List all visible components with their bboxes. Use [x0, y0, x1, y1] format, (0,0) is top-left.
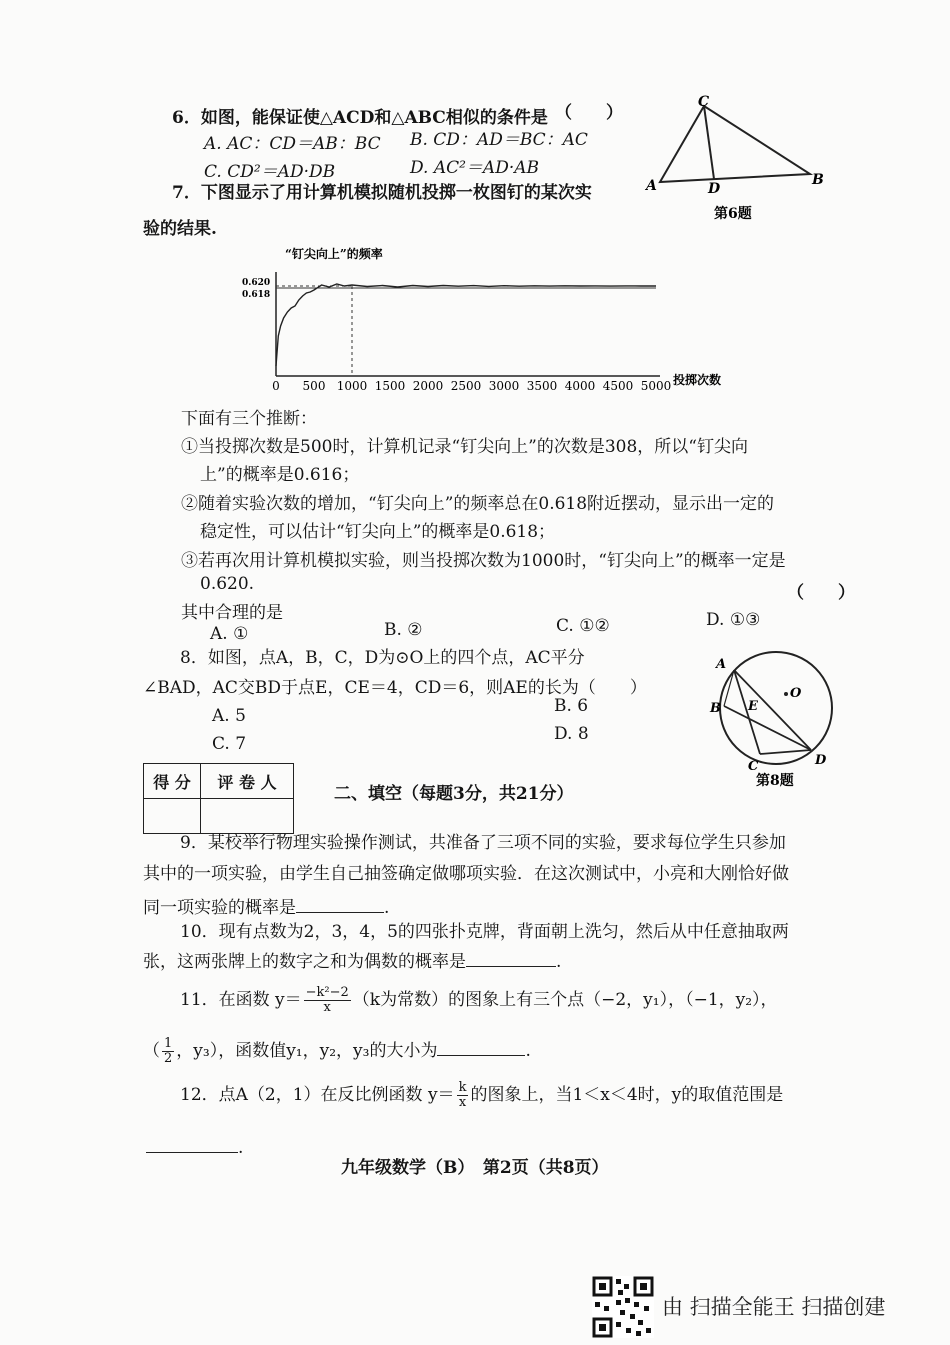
q7-question: 其中合理的是 [181, 603, 283, 623]
q9-end: . [384, 898, 390, 918]
q7-inference-3-line2: 0.620. [200, 574, 255, 594]
chart-x-tick-label: 4500 [602, 379, 634, 393]
chart-x-tick-label: 1500 [374, 379, 406, 393]
q6-label-a: A [646, 178, 657, 194]
grader-header: 评 卷 人 [201, 764, 294, 799]
q12-fraction-denominator: x [458, 1095, 467, 1110]
q6-triangle-figure [640, 92, 830, 222]
q6-option-d: D. AC²＝AD·AB [410, 158, 540, 178]
scanner-watermark: 由 扫描全能王 扫描创建 [662, 1295, 886, 1319]
q11-line2 [143, 1036, 531, 1066]
q7-option-a: A. ① [210, 624, 249, 644]
chart-y-tick-label: 0.618 [242, 290, 271, 300]
q10-text: 张，这两张牌上的数字之和为偶数的概率是 [143, 952, 466, 972]
q6-option-a: A. AC：CD＝AB：BC [204, 134, 381, 154]
chart-x-tick-label: 2000 [412, 379, 444, 393]
chart-x-tick-label: 0 [272, 379, 280, 393]
q6-answer-paren: （ ） [555, 103, 623, 123]
section-2-heading: 二、填空（每题3分，共21分） [334, 784, 574, 804]
chart-x-tick-label: 4000 [564, 379, 596, 393]
q12-rest: 的图象上，当1＜x＜4时，y的取值范围是 [470, 1085, 784, 1105]
q7-inference-3-line1: ③若再次用计算机模拟实验，则当投掷次数为1000时，“钉尖向上”的概率一定是 [181, 551, 786, 571]
q6-label-d: D [708, 181, 721, 197]
chart-y-tick-label: 0.620 [242, 278, 271, 288]
q12-line2 [146, 1136, 243, 1158]
q12-fraction [457, 1081, 469, 1110]
q9-line3 [143, 893, 389, 918]
q10-line2 [143, 947, 561, 972]
chart-x-tick-label: 500 [302, 379, 326, 393]
q8-label-d: D [815, 753, 827, 768]
q7-option-d: D. ①③ [706, 610, 761, 630]
q12-end: . [238, 1138, 244, 1158]
q11-fraction-denominator: x [323, 1000, 331, 1015]
q8-label-e: E [748, 699, 758, 714]
q12-fraction-numerator: k [458, 1080, 467, 1095]
chart-reference-lines [276, 286, 656, 376]
q8-stem-line2: ∠BAD，AC交BD于点E，CE＝4，CD＝6，则AE的长为（ ） [143, 678, 647, 698]
q11-fraction-numerator: −k²−2 [305, 985, 349, 1000]
q7-option-c: C. ①② [556, 616, 610, 636]
q11-half-numerator: 1 [164, 1036, 173, 1051]
q12-prefix: 12．点A（2，1）在反比例函数 y＝ [180, 1085, 455, 1105]
q8-option-b: B. 6 [554, 696, 589, 716]
q7-inference-1-line2: 上”的概率是0.616； [200, 465, 360, 485]
q8-option-a: A. 5 [212, 706, 246, 726]
q7-inference-2-line1: ②随着实验次数的增加，“钉尖向上”的频率总在0.618附近摆动，显示出一定的 [181, 494, 775, 514]
q6-label-c: C [698, 94, 710, 110]
q7-inference-2-line2: 稳定性，可以估计“钉尖向上”的概率是0.618； [200, 522, 556, 542]
q11-middle: （k为常数）的图象上有三个点（−2，y₁），（−1，y₂）， [352, 990, 778, 1010]
q9-answer-blank[interactable] [296, 896, 384, 913]
q7-intro: 下面有三个推断： [181, 409, 317, 429]
q11-prefix: 11．在函数 y＝ [180, 990, 302, 1010]
chart-x-tick-label: 2500 [450, 379, 482, 393]
q7-answer-paren: （ ） [787, 583, 855, 603]
q8-label-a: A [716, 657, 727, 672]
chart-x-ticks [272, 379, 671, 393]
q11-half-denominator: 2 [164, 1051, 173, 1066]
q10-line1: 10．现有点数为2，3，4，5的四张扑克牌，背面朝上洗匀，然后从中任意抽取两 [180, 922, 789, 942]
q11-line2-rest: ，y₃），函数值y₁，y₂，y₃的大小为 [176, 1041, 438, 1061]
q6-option-b: B. CD：AD＝BC：AC [410, 130, 588, 150]
q8-label-c: C [748, 759, 759, 774]
q8-figure-caption: 第8题 [756, 773, 794, 789]
q10-end: . [556, 952, 562, 972]
q10-answer-blank[interactable] [466, 950, 556, 967]
q8-circle-figure [700, 650, 860, 790]
score-table [143, 763, 294, 834]
q8-option-d: D. 8 [554, 724, 589, 744]
chart-x-tick-label: 3000 [488, 379, 520, 393]
q11-line2-open: （ [143, 1041, 160, 1061]
q12-line1 [180, 1080, 783, 1110]
q7-frequency-chart [240, 236, 740, 396]
q11-line1 [180, 985, 778, 1015]
chart-x-label: 投掷次数 [673, 373, 722, 387]
q6-label-b: B [812, 172, 824, 188]
chart-title: “钉尖向上”的频率 [285, 247, 383, 261]
q7-option-b: B. ② [384, 620, 423, 640]
q11-half-fraction [162, 1037, 174, 1066]
q8-label-b: B [710, 701, 721, 716]
q8-label-o: O [790, 686, 802, 701]
q8-stem-line1: 8．如图，点A，B，C，D为⊙O上的四个点，AC平分 [180, 648, 585, 668]
q9-line2: 其中的一项实验，由学生自己抽签确定做哪项实验．在这次测试中，小亮和大刚恰好做 [143, 864, 789, 884]
qr-code-icon [592, 1276, 654, 1338]
q7-stem-line2: 验的结果. [143, 219, 217, 239]
q9-text: 同一项实验的概率是 [143, 898, 296, 918]
chart-y-ticks [242, 278, 270, 300]
q7-inference-1-line1: ①当投掷次数是500时，计算机记录“钉尖向上”的次数是308，所以“钉尖向 [181, 437, 748, 457]
q12-answer-blank[interactable] [146, 1136, 238, 1153]
q11-end: . [525, 1041, 531, 1061]
chart-x-tick-label: 3500 [526, 379, 558, 393]
chart-series-line [276, 284, 656, 366]
page-footer: 九年级数学（B） 第2页（共8页） [341, 1158, 609, 1178]
q11-fraction [304, 986, 351, 1015]
q9-line1: 9．某校举行物理实验操作测试，共准备了三项不同的实验，要求每位学生只参加 [180, 833, 786, 853]
q6-figure-caption: 第6题 [714, 206, 752, 222]
q6-stem: 6．如图，能保证使△ACD和△ABC相似的条件是 [172, 108, 548, 128]
q6-option-c: C. CD²＝AD·DB [204, 162, 336, 182]
q11-answer-blank[interactable] [437, 1039, 525, 1056]
chart-x-tick-label: 5000 [640, 379, 672, 393]
score-header: 得 分 [144, 764, 201, 799]
q8-option-c: C. 7 [212, 734, 247, 754]
chart-x-tick-label: 1000 [336, 379, 368, 393]
q7-stem-line1: 7．下图显示了用计算机模拟随机投掷一枚图钉的某次实 [172, 183, 592, 203]
